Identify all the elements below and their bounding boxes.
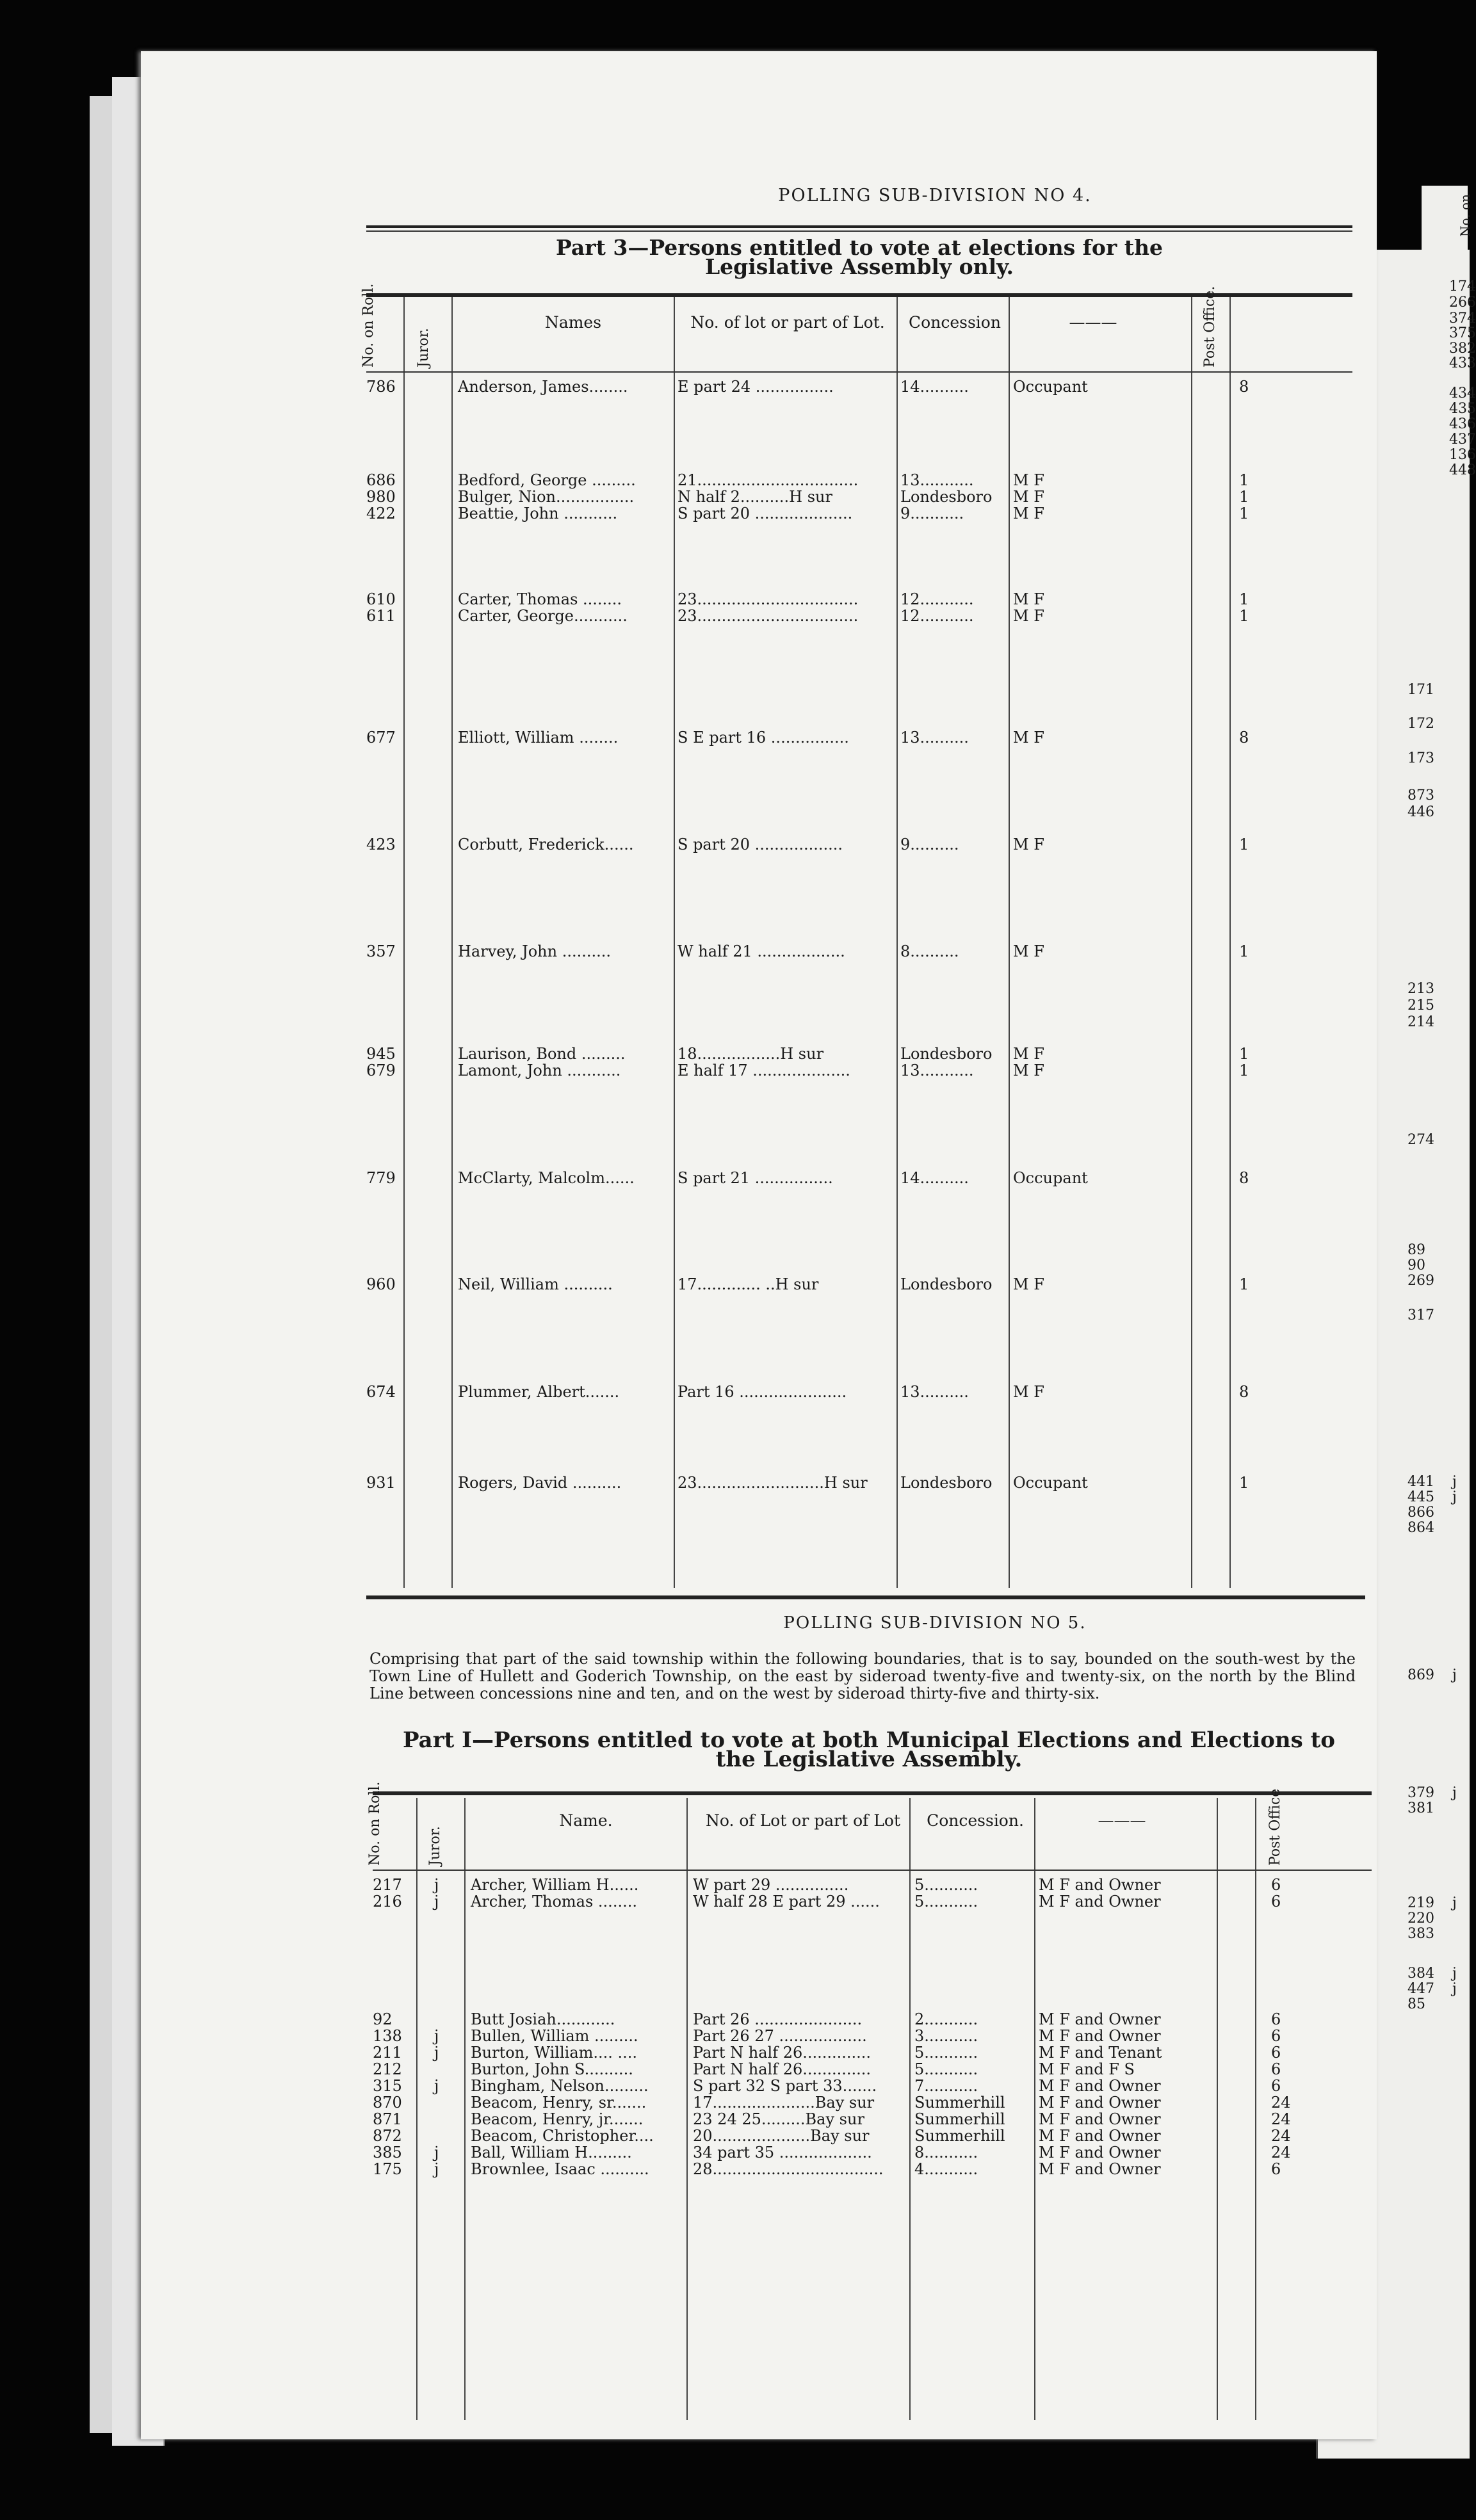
voter-name: Beattie, John ...........	[458, 505, 618, 522]
post-office: 6	[1271, 1876, 1281, 1894]
lot-number: 18.................H sur	[677, 1045, 824, 1063]
right-roll-number: 866	[1407, 1505, 1434, 1521]
right-roll-number: 435	[1449, 401, 1476, 417]
voter-name: Beacom, Henry, jr.......	[471, 2110, 644, 2128]
voter-name: Anderson, James........	[458, 378, 628, 396]
right-roll-number: 213	[1407, 981, 1434, 997]
concession: 3...........	[914, 2027, 978, 2045]
lot-number: 17.....................Bay sur	[693, 2094, 875, 2112]
right-roll-number: 174	[1449, 279, 1476, 295]
right-roll-number: 215	[1407, 998, 1434, 1014]
voter-name: Brownlee, Isaac ..........	[471, 2160, 649, 2178]
post-office: 8	[1239, 729, 1249, 747]
lot-number: S part 21 ................	[677, 1169, 833, 1187]
header-blank: ———	[1069, 313, 1117, 332]
post-office: 1	[1239, 1275, 1249, 1293]
lot-number: 28...................................	[693, 2160, 884, 2178]
voter-name: McClarty, Malcolm......	[458, 1169, 635, 1187]
voter-status: M F and Owner	[1039, 2127, 1161, 2145]
voter-name: Bullen, William .........	[471, 2027, 638, 2045]
concession: 13...........	[900, 1062, 974, 1079]
roll-number: 945	[366, 1045, 396, 1063]
voter-name: Butt Josiah............	[471, 2010, 615, 2028]
right-juror-mark: j	[1452, 1474, 1457, 1490]
lot-number: Part N half 26..............	[693, 2044, 872, 2062]
juror-mark: j	[434, 2144, 439, 2161]
header-roll: No. on Roll.	[367, 1781, 383, 1866]
lot-number: Part 26 ......................	[693, 2010, 863, 2028]
post-office: 6	[1271, 1893, 1281, 1910]
voter-status: M F	[1013, 590, 1044, 608]
part-title-line2: the Legislative Assembly.	[715, 1747, 1023, 1772]
section5-part-title	[366, 1727, 1372, 1772]
roll-number: 315	[373, 2077, 402, 2095]
lot-number: S part 32 S part 33.......	[693, 2077, 877, 2095]
right-juror-mark: j	[1452, 1981, 1457, 1997]
roll-number: 217	[373, 1876, 402, 1894]
header-post-office: Post Office.	[1202, 286, 1218, 368]
roll-number: 138	[373, 2027, 402, 2045]
right-roll-number: 446	[1407, 804, 1434, 820]
roll-number: 423	[366, 836, 396, 853]
header-names: Names	[544, 313, 602, 332]
lot-number: E half 17 ....................	[677, 1062, 850, 1079]
concession: 5...........	[914, 1876, 978, 1894]
voter-status: M F	[1013, 1383, 1044, 1401]
concession: 14..........	[900, 378, 969, 396]
voter-name: Laurison, Bond .........	[458, 1045, 626, 1063]
right-roll-number: 214	[1407, 1014, 1434, 1030]
right-juror-mark: j	[1452, 1785, 1457, 1801]
right-roll-number: 448	[1449, 462, 1476, 478]
header-blank: ———	[1098, 1811, 1146, 1830]
header-lot: No. of Lot or part of Lot	[705, 1811, 901, 1830]
right-roll-number: 436	[1449, 416, 1476, 432]
section4-heading: POLLING SUB-DIVISION NO 4.	[778, 186, 1092, 206]
lot-number: E part 24 ................	[677, 378, 834, 396]
concession: 12...........	[900, 590, 974, 608]
voter-status: M F	[1013, 1062, 1044, 1079]
voter-status: M F and Owner	[1039, 1876, 1161, 1894]
voter-status: Occupant	[1013, 1474, 1088, 1492]
voter-name: Beacom, Henry, sr.......	[471, 2094, 647, 2112]
voter-status: M F and Owner	[1039, 2160, 1161, 2178]
voter-status: M F and Tenant	[1039, 2044, 1162, 2062]
right-roll-number: 220	[1407, 1910, 1434, 1926]
lot-number: Part N half 26..............	[693, 2060, 872, 2078]
part-title-line2: Legislative Assembly only.	[704, 254, 1014, 279]
concession: 4...........	[914, 2160, 978, 2178]
roll-number: 960	[366, 1275, 396, 1293]
part-title-line1: Part I—Persons entitled to vote at both Municipal Elections and Elections to	[403, 1727, 1335, 1753]
right-juror-mark: j	[1452, 1667, 1457, 1683]
right-roll-number: 89	[1407, 1242, 1425, 1258]
post-office: 1	[1239, 1474, 1249, 1492]
voter-status: M F	[1013, 505, 1044, 522]
voter-status: M F and Owner	[1039, 2144, 1161, 2161]
concession: 2...........	[914, 2010, 978, 2028]
voter-name: Carter, Thomas ........	[458, 590, 622, 608]
lot-number: N half 2..........H sur	[677, 488, 832, 506]
concession: 8...........	[914, 2144, 978, 2161]
roll-number: 211	[373, 2044, 402, 2062]
voter-name: Bingham, Nelson.........	[471, 2077, 649, 2095]
voter-name: Harvey, John ..........	[458, 942, 612, 960]
right-roll-number: 269	[1407, 1273, 1434, 1289]
post-office: 1	[1239, 505, 1249, 522]
concession: Londesboro	[900, 1275, 993, 1293]
roll-number: 679	[366, 1062, 396, 1079]
concession: Summerhill	[914, 2110, 1005, 2128]
voter-name: Burton, John S..........	[471, 2060, 633, 2078]
voter-status: M F and Owner	[1039, 2077, 1161, 2095]
divider	[373, 1791, 1372, 1795]
table-row	[141, 2160, 1377, 2179]
concession: 5...........	[914, 1893, 978, 1910]
voter-name: Archer, William H......	[471, 1876, 639, 1894]
right-roll-number: 873	[1407, 788, 1434, 804]
concession: 13...........	[900, 471, 974, 489]
lot-number: W part 29 ...............	[693, 1876, 849, 1894]
concession: 13..........	[900, 1383, 969, 1401]
roll-number: 677	[366, 729, 396, 747]
roll-number: 870	[373, 2094, 402, 2112]
right-roll-number: 171	[1407, 682, 1434, 698]
section5-heading: POLLING SUB-DIVISION NO 5.	[783, 1613, 1087, 1633]
voter-status: M F	[1013, 1275, 1044, 1293]
post-office: 1	[1239, 488, 1249, 506]
concession: Summerhill	[914, 2127, 1005, 2145]
voter-name: Elliott, William ........	[458, 729, 619, 747]
lot-number: S part 20 ....................	[677, 505, 853, 522]
header-juror: Juror.	[416, 328, 432, 368]
right-roll-number: 382	[1449, 341, 1476, 357]
juror-mark: j	[434, 2027, 439, 2045]
concession: Londesboro	[900, 1045, 993, 1063]
right-juror-mark: j	[1452, 1895, 1457, 1911]
juror-mark: j	[434, 1893, 439, 1910]
roll-number: 786	[366, 378, 396, 396]
header-concession: Concession.	[927, 1811, 1024, 1830]
voter-status: M F	[1013, 488, 1044, 506]
header-concession: Concession	[909, 313, 1001, 332]
right-roll-number: 375	[1449, 325, 1476, 341]
voter-status: M F	[1013, 471, 1044, 489]
right-header: No. on	[1457, 194, 1473, 237]
concession: Londesboro	[900, 488, 993, 506]
lot-number: S E part 16 ................	[677, 729, 849, 747]
post-office: 1	[1239, 590, 1249, 608]
section5-description: Comprising that part of the said township within the following boundaries, that is to say, bounded on the south-west by the Town Line of Hullett and Goderich Township, on the east by sideroad twenty-five and twenty-six, on the north by the Blind Line between concessions nine and ten, and on the west by sideroad thirty-five and thirty-six.	[369, 1650, 1356, 1702]
right-roll-number: 266	[1449, 295, 1476, 311]
voter-status: M F	[1013, 729, 1044, 747]
header-names: Name.	[559, 1811, 613, 1830]
document-page	[141, 51, 1377, 2439]
concession: 7...........	[914, 2077, 978, 2095]
post-office: 1	[1239, 1045, 1249, 1063]
right-roll-number: 317	[1407, 1307, 1434, 1323]
concession: 5...........	[914, 2060, 978, 2078]
voter-status: Occupant	[1013, 378, 1088, 396]
right-roll-number: 90	[1407, 1257, 1425, 1273]
voter-status: M F	[1013, 1045, 1044, 1063]
header-post-office: Post Office	[1267, 1788, 1283, 1866]
voter-name: Burton, William.... ....	[471, 2044, 638, 2062]
post-office: 6	[1271, 2027, 1281, 2045]
lot-number: 23 24 25.........Bay sur	[693, 2110, 864, 2128]
roll-number: 931	[366, 1474, 396, 1492]
roll-number: 871	[373, 2110, 402, 2128]
right-roll-number: 374	[1449, 311, 1476, 327]
juror-mark: j	[434, 1876, 439, 1894]
voter-status: M F	[1013, 836, 1044, 853]
lot-number: 23.................................	[677, 607, 859, 625]
lot-number: W half 21 ..................	[677, 942, 845, 960]
roll-number: 980	[366, 488, 396, 506]
roll-number: 611	[366, 607, 396, 625]
post-office: 24	[1271, 2110, 1291, 2128]
post-office: 8	[1239, 378, 1249, 396]
roll-number: 212	[373, 2060, 402, 2078]
voter-name: Corbutt, Frederick......	[458, 836, 634, 853]
lot-number: Part 16 ......................	[677, 1383, 847, 1401]
voter-name: Archer, Thomas ........	[471, 1893, 637, 1910]
right-roll-number: 433	[1449, 355, 1476, 371]
header-lot: No. of lot or part of Lot.	[690, 313, 885, 332]
voter-name: Beacom, Christopher....	[471, 2127, 654, 2145]
roll-number: 674	[366, 1383, 396, 1401]
post-office: 1	[1239, 1062, 1249, 1079]
roll-number: 872	[373, 2127, 402, 2145]
roll-number: 686	[366, 471, 396, 489]
roll-number: 779	[366, 1169, 396, 1187]
voter-status: M F and Owner	[1039, 2094, 1161, 2112]
right-roll-number: 379	[1407, 1785, 1434, 1801]
post-office: 1	[1239, 942, 1249, 960]
roll-number: 175	[373, 2160, 402, 2178]
right-juror-mark: j	[1452, 1489, 1457, 1505]
concession: 12...........	[900, 607, 974, 625]
part-title-line1: Part 3—Persons entitled to vote at elections for the	[555, 235, 1163, 260]
right-roll-number: 447	[1407, 1981, 1434, 1997]
lot-number: S part 20 ..................	[677, 836, 843, 853]
lot-number: Part 26 27 ..................	[693, 2027, 867, 2045]
lot-number: 34 part 35 ...................	[693, 2144, 872, 2161]
right-roll-number: 445	[1407, 1489, 1434, 1505]
lot-number: 23..........................H sur	[677, 1474, 868, 1492]
right-roll-number: 173	[1407, 750, 1434, 766]
voter-status: M F	[1013, 942, 1044, 960]
lot-number: 23.................................	[677, 590, 859, 608]
voter-status: M F	[1013, 607, 1044, 625]
voter-name: Lamont, John ...........	[458, 1062, 621, 1079]
concession: 8..........	[900, 942, 959, 960]
right-roll-number: 869	[1407, 1667, 1434, 1683]
post-office: 8	[1239, 1169, 1249, 1187]
post-office: 6	[1271, 2077, 1281, 2095]
right-roll-number: 381	[1407, 1800, 1434, 1816]
voter-status: M F and Owner	[1039, 1893, 1161, 1910]
post-office: 24	[1271, 2144, 1291, 2161]
right-roll-number: 434	[1449, 385, 1476, 401]
lot-number: W half 28 E part 29 ......	[693, 1893, 880, 1910]
juror-mark: j	[434, 2044, 439, 2062]
voter-status: Occupant	[1013, 1169, 1088, 1187]
voter-status: M F and Owner	[1039, 2110, 1161, 2128]
juror-mark: j	[434, 2077, 439, 2095]
voter-status: M F and Owner	[1039, 2010, 1161, 2028]
right-roll-number: 864	[1407, 1520, 1434, 1536]
roll-number: 422	[366, 505, 396, 522]
voter-name: Plummer, Albert.......	[458, 1383, 620, 1401]
right-roll-number: 441	[1407, 1474, 1434, 1490]
lot-number: 21.................................	[677, 471, 859, 489]
right-roll-number: 437	[1449, 432, 1476, 448]
post-office: 8	[1239, 1383, 1249, 1401]
post-office: 24	[1271, 2127, 1291, 2145]
post-office: 6	[1271, 2010, 1281, 2028]
voter-name: Bulger, Nion................	[458, 488, 635, 506]
right-roll-number: 384	[1407, 1966, 1434, 1982]
right-roll-number: 136	[1449, 447, 1476, 463]
header-juror: Juror.	[427, 1826, 443, 1866]
right-roll-number: 172	[1407, 716, 1434, 732]
concession: 9...........	[900, 505, 964, 522]
post-office: 6	[1271, 2060, 1281, 2078]
header-roll: No. on Roll.	[361, 283, 377, 368]
post-office: 1	[1239, 836, 1249, 853]
lot-number: 20....................Bay sur	[693, 2127, 870, 2145]
concession: Summerhill	[914, 2094, 1005, 2112]
right-roll-number: 274	[1407, 1132, 1434, 1148]
right-roll-number: 219	[1407, 1895, 1434, 1911]
post-office: 6	[1271, 2044, 1281, 2062]
post-office: 1	[1239, 607, 1249, 625]
voter-status: M F and F S	[1039, 2060, 1135, 2078]
header-rule	[373, 1870, 1372, 1871]
voter-name: Neil, William ..........	[458, 1275, 613, 1293]
concession: 5...........	[914, 2044, 978, 2062]
polling-subdivision-5	[141, 51, 1377, 2439]
roll-number: 357	[366, 942, 396, 960]
roll-number: 92	[373, 2010, 393, 2028]
concession: 13..........	[900, 729, 969, 747]
roll-number: 610	[366, 590, 396, 608]
voter-status: M F and Owner	[1039, 2027, 1161, 2045]
table-row	[141, 1893, 1377, 1912]
roll-number: 385	[373, 2144, 402, 2161]
lot-number: 17............. ..H sur	[677, 1275, 819, 1293]
concession: Londesboro	[900, 1474, 993, 1492]
voter-name: Ball, William H.........	[471, 2144, 632, 2161]
voter-name: Bedford, George .........	[458, 471, 636, 489]
juror-mark: j	[434, 2160, 439, 2178]
concession: 9..........	[900, 836, 959, 853]
voter-name: Rogers, David ..........	[458, 1474, 622, 1492]
post-office: 24	[1271, 2094, 1291, 2112]
roll-number: 216	[373, 1893, 402, 1910]
concession: 14..........	[900, 1169, 969, 1187]
post-office: 6	[1271, 2160, 1281, 2178]
right-roll-number: 85	[1407, 1996, 1425, 2012]
right-roll-number: 383	[1407, 1926, 1434, 1942]
post-office: 1	[1239, 471, 1249, 489]
voter-name: Carter, George...........	[458, 607, 628, 625]
right-juror-mark: j	[1452, 1966, 1457, 1982]
